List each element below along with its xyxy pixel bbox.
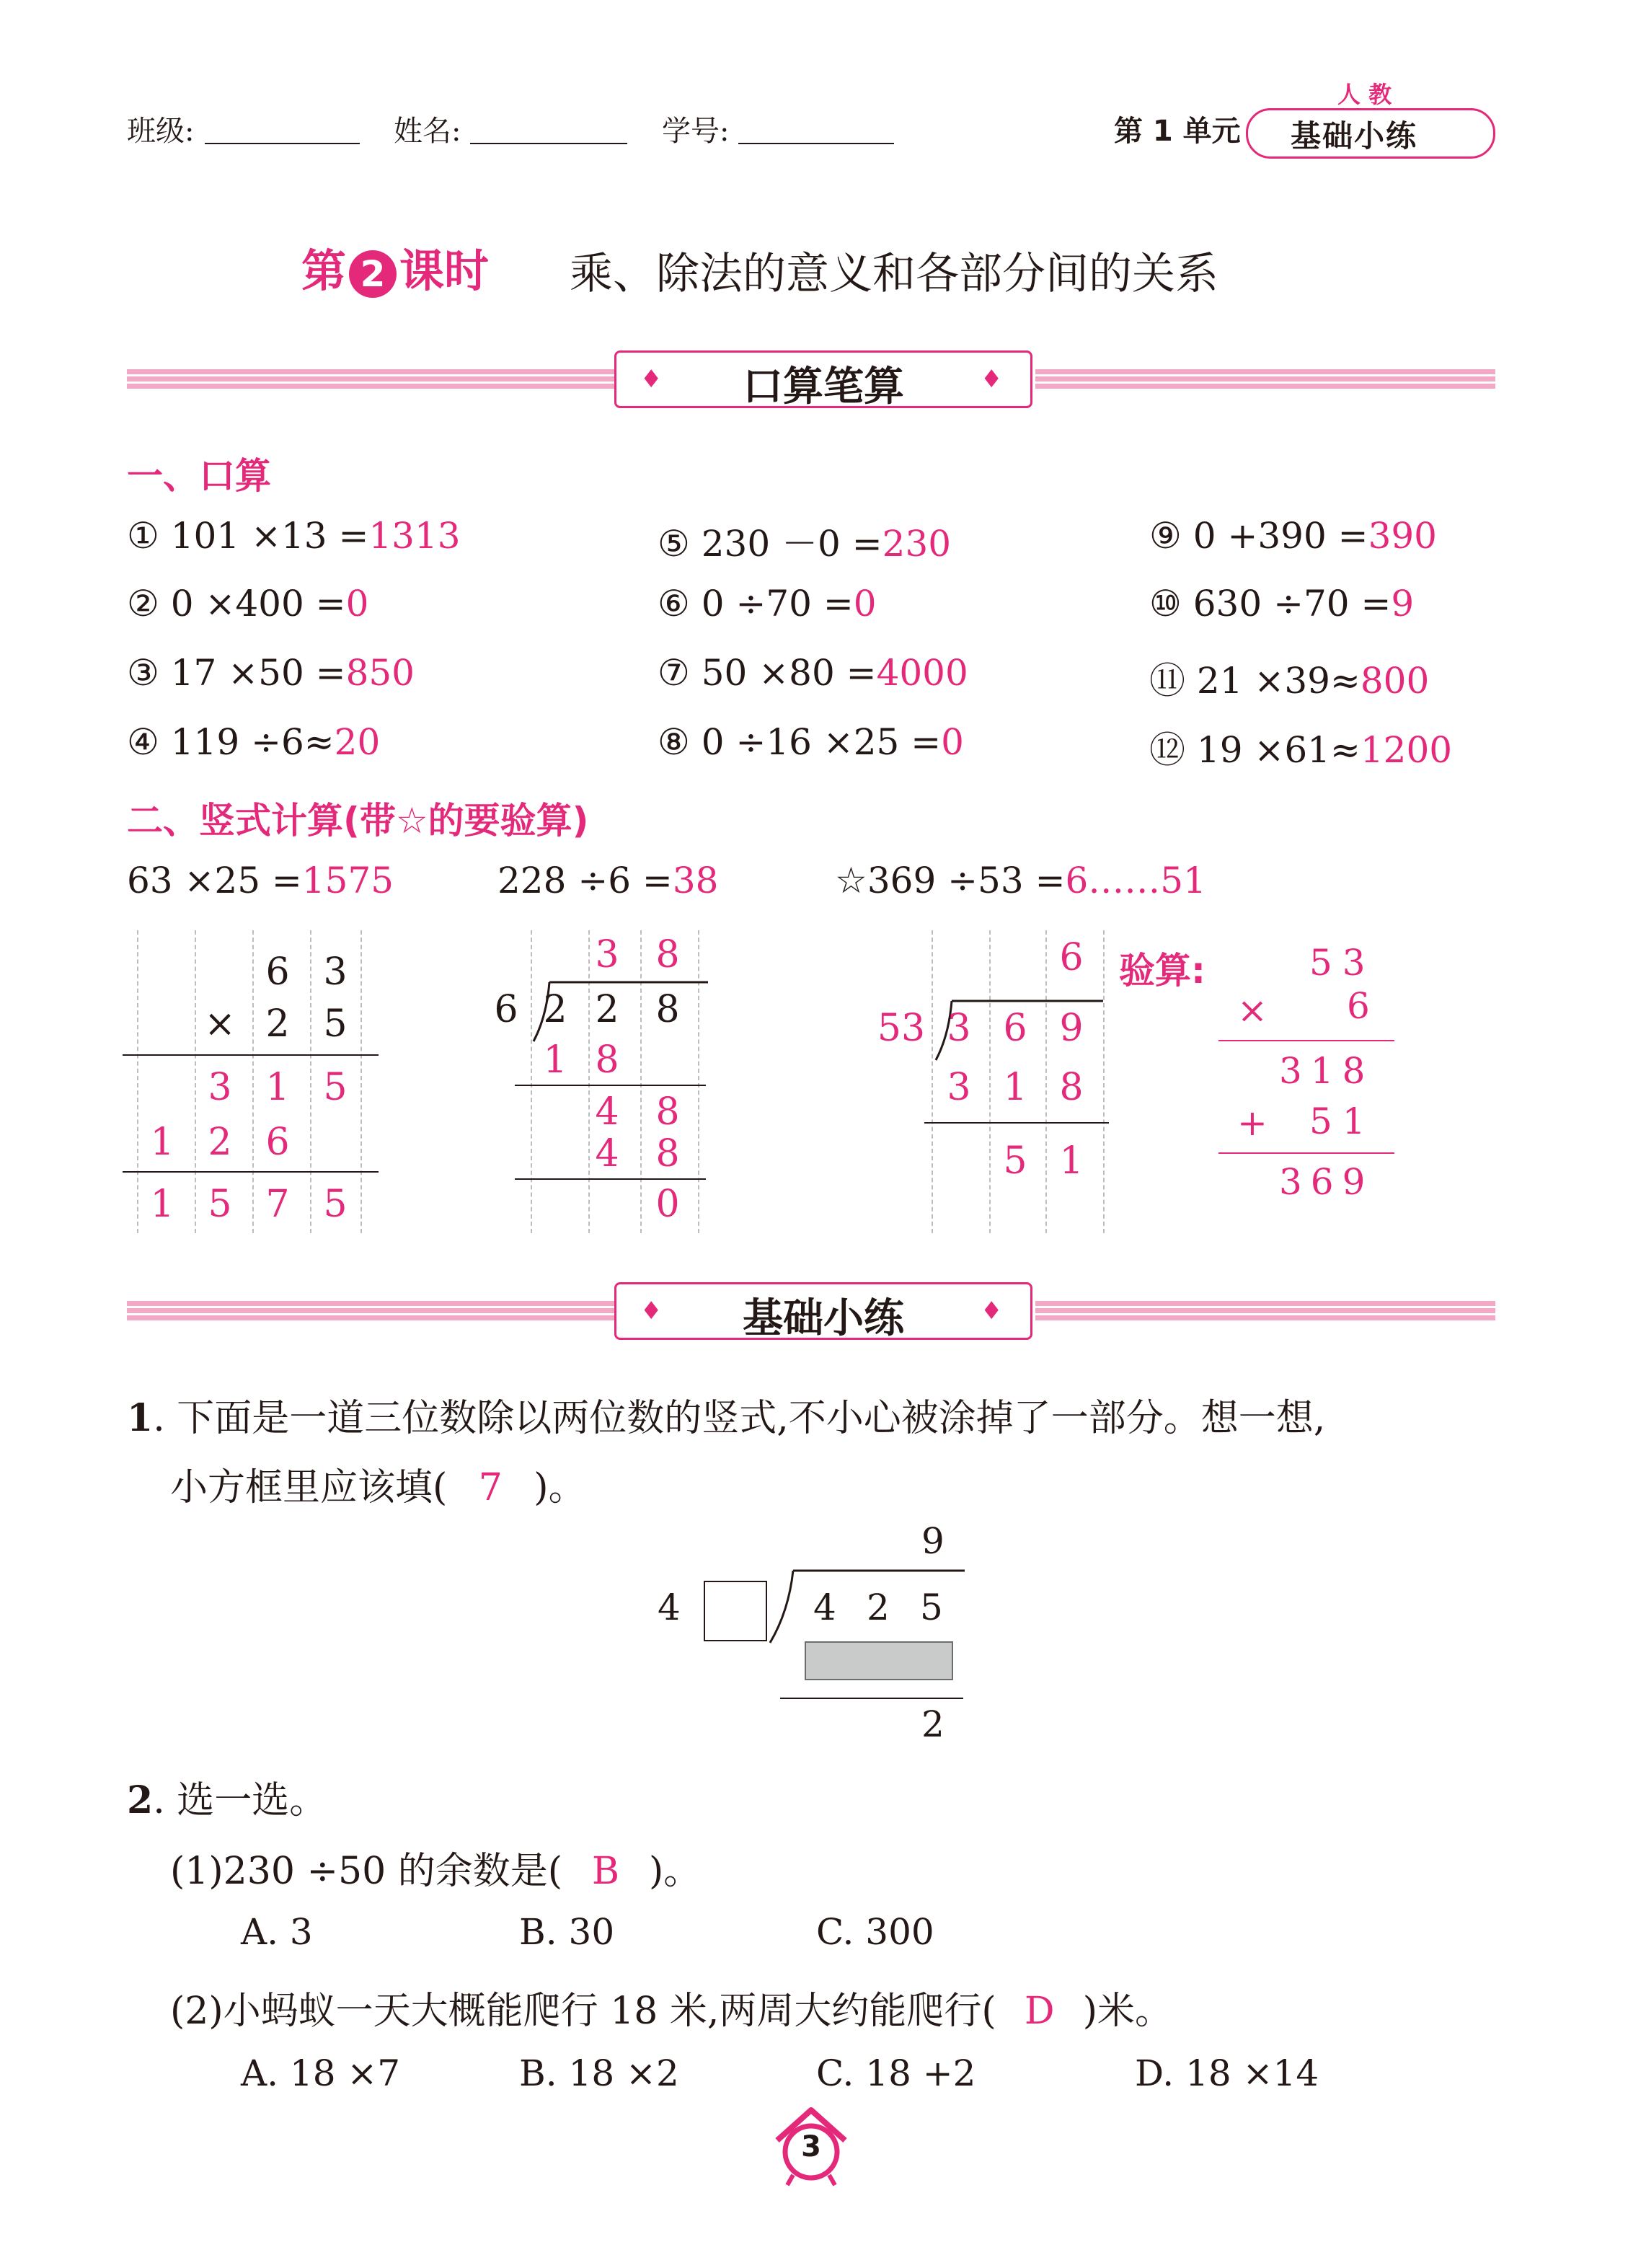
question-2-1-answer[interactable]: B	[591, 1850, 620, 1893]
oral-answer: 850	[345, 652, 415, 694]
lesson-number: 2	[349, 250, 397, 298]
fig-remainder: 2	[921, 1703, 944, 1745]
oral-answer: 4000	[876, 652, 968, 694]
oral-item: ③ 17 ×50 =850	[127, 652, 415, 694]
oral-answer: 0	[941, 721, 964, 763]
check-result: 369	[1279, 1161, 1374, 1203]
digit: 2	[265, 1002, 290, 1046]
oral-heading: 一、口算	[127, 455, 271, 497]
id-label: 学号:	[662, 115, 730, 148]
question-2-2-answer[interactable]: D	[1024, 1990, 1055, 2033]
digit: 8	[595, 1038, 619, 1082]
option-c[interactable]: C. 18 +2	[816, 2052, 976, 2094]
written-problem-1: 63 ×25 =1575	[127, 860, 394, 901]
fig-blank-box[interactable]	[704, 1581, 767, 1641]
written-problem-2: 228 ÷6 =38	[497, 860, 719, 901]
digit: 2	[595, 988, 619, 1031]
check-label: 验算:	[1119, 950, 1205, 992]
digit: 3	[947, 1007, 971, 1050]
oral-item: ⑨ 0 +390 =390	[1149, 515, 1437, 557]
oral-item: ⑥ 0 ÷70 =0	[658, 583, 877, 625]
question-1-answer[interactable]: 7	[478, 1466, 503, 1509]
oral-answer: 1200	[1360, 729, 1453, 771]
lesson-title: 乘、除法的意义和各部分间的关系	[570, 249, 1218, 299]
fig-smudged-area	[805, 1641, 953, 1680]
oral-answer: 20	[334, 721, 381, 763]
oral-answer: 390	[1368, 515, 1437, 557]
option-a[interactable]: A. 3	[241, 1911, 313, 1953]
digit: 6	[265, 1121, 290, 1164]
digit: 3	[323, 950, 348, 994]
digit: 6	[265, 950, 290, 994]
oral-answer: 0	[853, 583, 877, 625]
page-number: 3	[801, 2130, 821, 2163]
class-label: 班级:	[127, 115, 195, 148]
digit: 1	[543, 1038, 567, 1082]
digit: 5	[208, 1183, 232, 1226]
fig-digit: 2	[867, 1587, 890, 1628]
option-b[interactable]: B. 30	[519, 1911, 615, 1953]
digit: 5	[323, 1066, 348, 1109]
question-2-1: (1)230 ÷50 的余数是( B )。	[170, 1850, 702, 1893]
name-label: 姓名:	[394, 115, 461, 148]
written-problem-3: ☆369 ÷53 =6……51	[835, 860, 1206, 901]
diamond-icon: ♦	[981, 1297, 1003, 1325]
digit: 2	[208, 1121, 232, 1164]
oral-item: ⑧ 0 ÷16 ×25 =0	[658, 721, 964, 763]
digit: 8	[655, 1090, 680, 1134]
written-answer: 38	[672, 860, 719, 901]
oral-item: ⑩ 630 ÷70 =9	[1149, 583, 1415, 625]
check-multiplicand: 53	[1309, 942, 1376, 984]
oral-item: ② 0 ×400 =0	[127, 583, 369, 625]
banner-band-left	[127, 1301, 617, 1323]
oral-item: ⑤ 230 －0 =230	[658, 523, 952, 565]
digit: 2	[543, 988, 567, 1031]
name-field-line[interactable]	[470, 143, 627, 144]
fig-quotient: 9	[921, 1520, 944, 1562]
digit: 1	[265, 1066, 290, 1109]
oral-answer: 800	[1360, 660, 1430, 702]
banner-title: 口算笔算	[743, 363, 904, 410]
check-operator: ×	[1237, 989, 1268, 1031]
option-a[interactable]: A. 18 ×7	[241, 2052, 401, 2094]
digit: 6	[494, 988, 518, 1031]
id-field-line[interactable]	[738, 143, 894, 144]
class-field-line[interactable]	[205, 143, 360, 144]
digit: 1	[1059, 1139, 1084, 1183]
digit: 5	[323, 1183, 348, 1226]
banner-band-right	[1035, 1301, 1495, 1323]
digit: 5	[323, 1002, 348, 1046]
digit: 1	[150, 1183, 174, 1226]
operator: ×	[204, 1002, 236, 1046]
digit: 8	[655, 933, 680, 976]
digit: 6	[1059, 936, 1084, 979]
digit: 1	[1003, 1066, 1027, 1109]
oral-item: ④ 119 ÷6≈20	[127, 721, 381, 763]
digit: 8	[655, 988, 680, 1031]
badge-title: 基础小练	[1291, 118, 1418, 154]
check-multiplier: 6	[1347, 985, 1370, 1027]
written-answer: 6……51	[1065, 860, 1206, 901]
banner-band-left	[127, 369, 617, 391]
written-answer: 1575	[301, 860, 394, 901]
option-d[interactable]: D. 18 ×14	[1135, 2052, 1319, 2094]
digit: 7	[265, 1183, 290, 1226]
digit: 9	[1059, 1007, 1084, 1050]
oral-answer: 9	[1391, 583, 1415, 625]
lesson-suffix: 课时	[399, 244, 490, 297]
diamond-icon: ♦	[640, 365, 663, 394]
written-heading: 二、竖式计算(带☆的要验算)	[127, 800, 589, 842]
option-c[interactable]: C. 300	[816, 1911, 934, 1953]
digit: 6	[1003, 1007, 1027, 1050]
badge-publisher: 人 教	[1337, 81, 1392, 108]
lesson-prefix: 第	[301, 244, 347, 297]
digit: 8	[1059, 1066, 1084, 1109]
question-2: 2. 选一选。	[127, 1778, 327, 1822]
lesson-label	[301, 235, 489, 299]
fig-divisor-tens: 4	[658, 1587, 681, 1628]
digit: 4	[595, 1132, 619, 1175]
digit: 0	[655, 1183, 680, 1226]
oral-item: ⑫ 19 ×61≈1200	[1149, 729, 1453, 771]
question-1-line2: 小方框里应该填( 7 )。	[170, 1466, 586, 1509]
digit: 5	[1003, 1139, 1027, 1183]
diamond-icon: ♦	[640, 1297, 663, 1325]
digit: 3	[595, 933, 619, 976]
question-1: 1. 下面是一道三位数除以两位数的竖式,不小心被涂掉了一部分。想一想,	[127, 1396, 1326, 1440]
oral-answer: 0	[345, 583, 369, 625]
banner-title: 基础小练	[743, 1295, 904, 1342]
unit-label: 第 1 单元	[1114, 115, 1241, 148]
digit: 8	[655, 1132, 680, 1175]
digit: 3	[208, 1066, 232, 1109]
digit: 1	[150, 1121, 174, 1164]
diamond-icon: ♦	[981, 365, 1003, 394]
check-operator: +	[1237, 1102, 1268, 1144]
option-b[interactable]: B. 18 ×2	[519, 2052, 679, 2094]
oral-answer: 230	[882, 523, 952, 565]
digit: 3	[947, 1066, 971, 1109]
banner-band-right	[1035, 369, 1495, 391]
fig-digit: 5	[920, 1587, 943, 1628]
divisor: 53	[877, 1007, 926, 1050]
oral-item: ① 101 ×13 =1313	[127, 515, 461, 557]
oral-item: ⑪ 21 ×39≈800	[1149, 660, 1430, 702]
question-2-2: (2)小蚂蚁一天大概能爬行 18 米,两周大约能爬行( D )米。	[170, 1990, 1172, 2033]
fig-digit: 4	[813, 1587, 836, 1628]
digit: 4	[595, 1090, 619, 1134]
oral-item: ⑦ 50 ×80 =4000	[658, 652, 968, 694]
check-remainder: 51	[1309, 1100, 1376, 1142]
oral-answer: 1313	[368, 515, 461, 557]
check-product: 318	[1279, 1050, 1374, 1092]
